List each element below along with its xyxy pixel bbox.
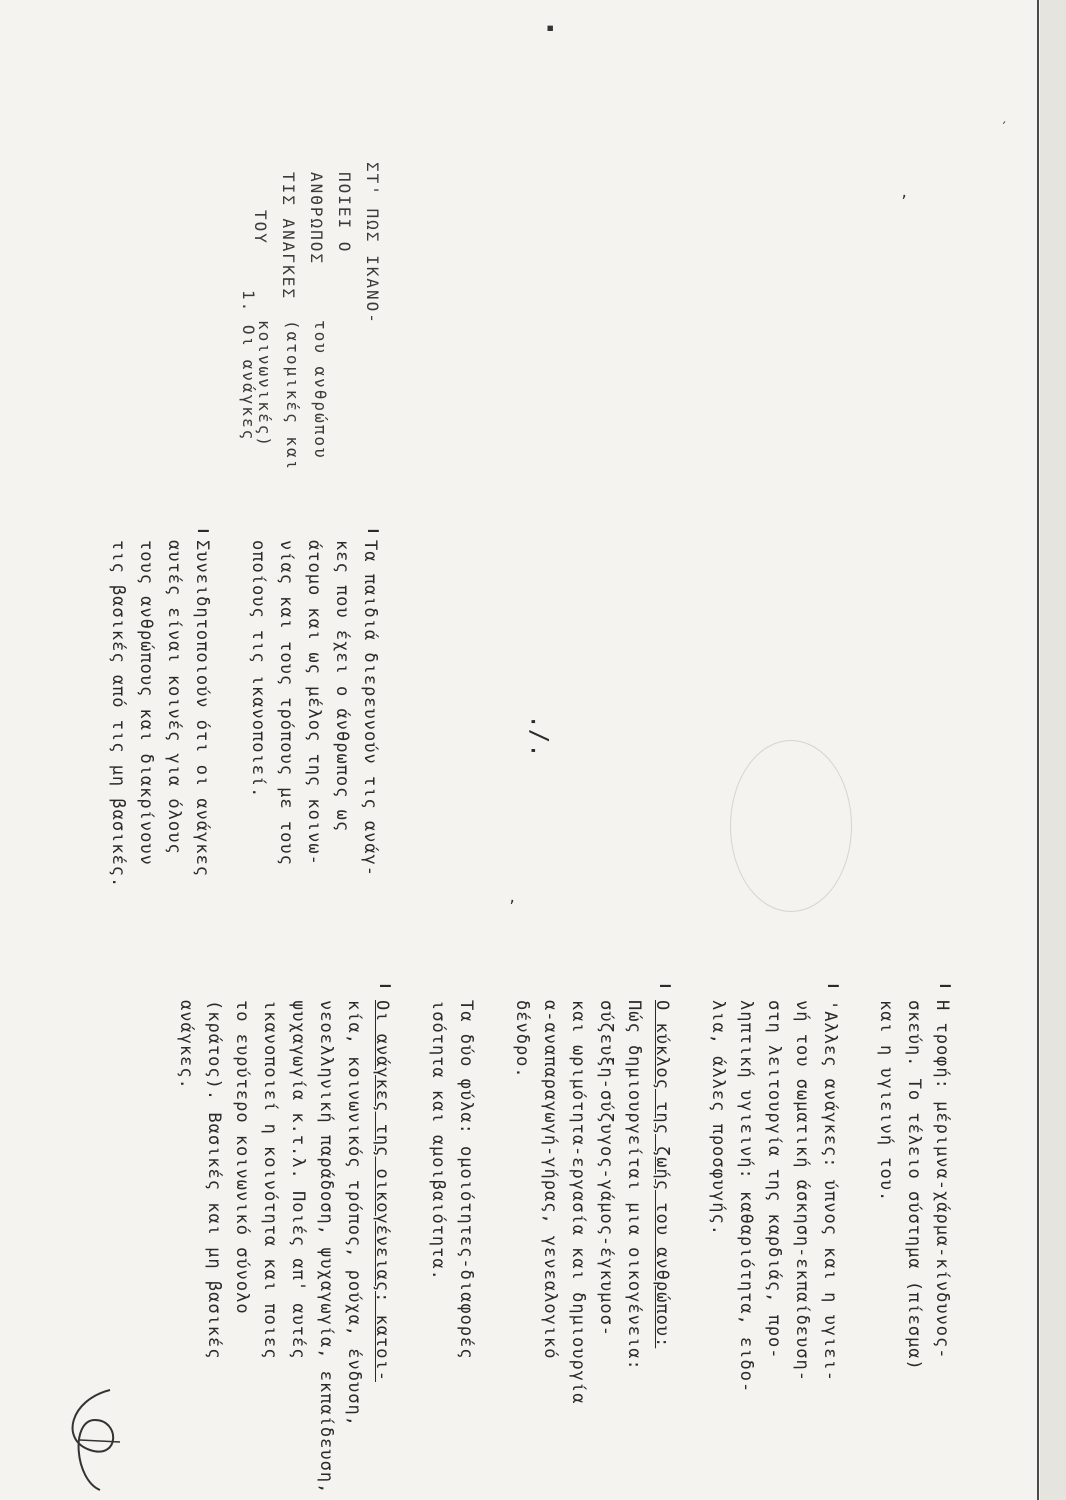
block6-line: Τα δύο φύλα: ομοιότητες-διαφορές (456, 1000, 476, 1360)
scan-speck: ▪ (546, 20, 555, 36)
subheading-line-2: του ανθρώπου (311, 320, 330, 460)
handwritten-signature (50, 1380, 130, 1500)
block3-line: Η τροφή: μέριμνα-χάρμα-κίνδυνος- (932, 1000, 952, 1360)
block7-line: το ευρύτερο κοινωνικό σύνολο (232, 1000, 252, 1315)
block7-line: κία, κοινωνικός τρόπος, ρούχα, ένδυση, (344, 1000, 364, 1427)
block7-line: ικανοποιεί η κοινότητα και ποιες (260, 1000, 280, 1360)
block3-line: σκεύη. Το τέλειο σύστημα (πίεσμα) (904, 1000, 924, 1371)
subheading-line-1: 1. Οι ανάγκες (239, 290, 258, 442)
block1-line: Τα παιδιά διερευνούν τις ανάγ- (360, 540, 380, 878)
bullet-dash: – (940, 975, 951, 996)
heading-line-4: ΤΙΣ ΑΝΑΓΚΕΣ (279, 172, 298, 300)
scan-speck: , (508, 890, 517, 906)
page-continuation-marker: ./. (525, 714, 554, 758)
block2-line: τις βασικές από τις μη βασικές. (108, 540, 128, 889)
scan-speck: , (900, 185, 909, 201)
block1-line: άτομο και ως μέλος της κοινω- (304, 540, 324, 866)
block4-line: νή του σωματική άσκηση-εκπαίδευση- (792, 1000, 812, 1382)
scan-speck: ′ (1000, 120, 1009, 136)
block7-line: (κράτος). Βασικές και μη βασικές (204, 1000, 224, 1360)
bullet-dash: – (368, 520, 379, 541)
block2-line: τους ανθρώπους και διακρίνουν (136, 540, 156, 866)
block4-line: ληπτική υγιεινή: καθαριότητα, ειδο- (736, 1000, 756, 1394)
block7-line: ψυχαγωγία κ.τ.λ. Ποιές απ' αυτές (288, 1000, 308, 1360)
block7-line: ανάγκες. (176, 1000, 196, 1090)
block5-line: και ωριμότητα-εργασία και δημιουργία (568, 1000, 588, 1405)
heading-line-5: ΤΟΥ (251, 210, 270, 245)
block4-line: λια, άλλες προσφυγής. (708, 1000, 728, 1236)
block5-line: Ο κύκλος της ζωής του ανθρώπου: (652, 1000, 672, 1349)
block5-line: Πώς δημιουργείται μια οικογένεια: (624, 1000, 644, 1371)
block2-line: αυτές είναι κοινές για όλους (164, 540, 184, 855)
block4-line: 'Αλλες ανάγκες: ύπνος και η υγιει- (820, 1000, 840, 1382)
block6-line: ισότητα και αμοιβαιότητα. (428, 1000, 448, 1281)
block2-line: Συνειδητοποιούν ότι οι ανάγκες (192, 540, 212, 878)
block4-line: στη λειτουργία της καρδιάς, προ- (764, 1000, 784, 1360)
bullet-dash: – (660, 975, 671, 996)
block7-line: Οι ανάγκες της οικογένειας: κατοι- (372, 1000, 392, 1382)
bullet-dash: – (828, 975, 839, 996)
block7-line: νεοελληνική παράδοση, ψυχαγωγία, εκπαίδευση, (316, 1000, 336, 1495)
bullet-dash: – (380, 975, 391, 996)
subheading-line-3: (ατομικές και (283, 320, 302, 472)
heading-line-1: ΣΤ' ΠΩΣ ΙΚΑΝΟ- (363, 162, 382, 325)
bullet-dash: – (198, 520, 209, 541)
heading-line-3: ΑΝΘΡΩΠΟΣ (307, 172, 326, 266)
heading-line-2: ΠΟΙΕΙ Ο (335, 172, 354, 254)
block1-line: νίας και τους τρόπους με τους (276, 540, 296, 866)
block5-line: σύζευξη-σύζυγος-γάμος-έγκυμοσ- (596, 1000, 616, 1338)
block5-line: α-αναπαραγωγή-γήρας, γενεαλογικό (540, 1000, 560, 1360)
block3-line: και η υγιεινή του. (876, 1000, 896, 1203)
subheading-line-4: κοινωνικές) (255, 320, 274, 448)
block1-line: κες που έχει ο άνθρωπος ως (332, 540, 352, 833)
block5-line: δένδρο. (512, 1000, 532, 1079)
block1-line: οποίους τις ικανοποιεί. (248, 540, 268, 799)
